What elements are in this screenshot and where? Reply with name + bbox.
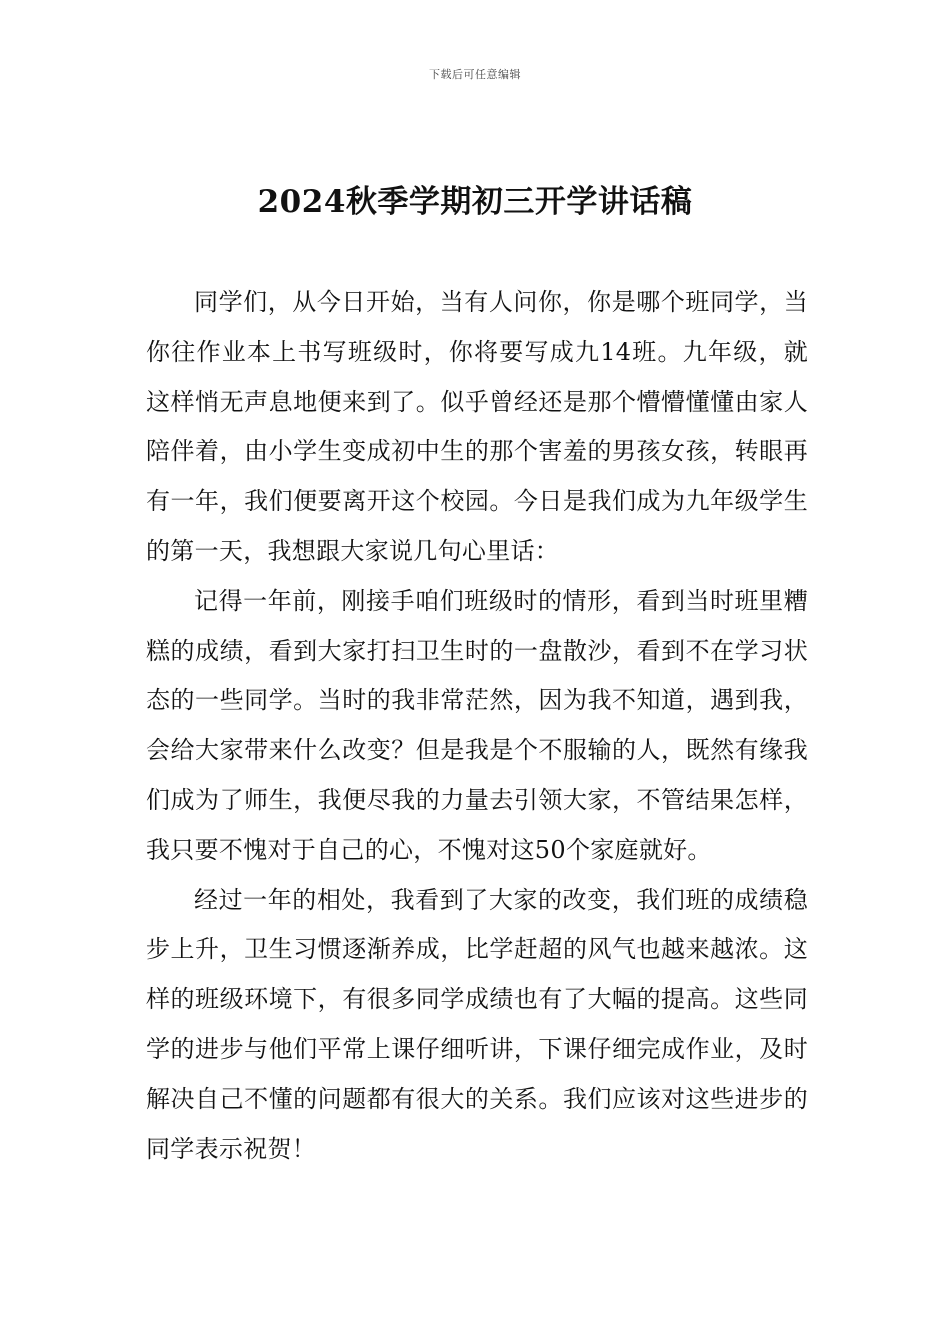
paragraph: 记得一年前，刚接手咱们班级时的情形，看到当时班里糟糕的成绩，看到大家打扫卫生时的一盘散沙，看到不在学习状态的一些同学。当时的我非常茫然，因为我不知道，遇到我，会给大家带来什么改变？但是我是个不服输的人，既然有缘我们成为了师生，我便尽我的力量去引领大家，不管结果怎样，我只要不愧对于自己的心，不愧对这50个家庭就好。 <box>146 586 808 864</box>
document-title: 2024秋季学期初三开学讲话稿 <box>257 184 693 220</box>
paragraph: 同学们，从今日开始，当有人问你，你是哪个班同学，当你往作业本上书写班级时，你将要写成九14班。九年级，就这样悄无声息地便来到了。似乎曾经还是那个懵懵懂懂由家人陪伴着，由小学生变成初中生的那个害羞的男孩女孩，转眼再有一年，我们便要离开这个校园。今日是我们成为九年级学生的第一天，我想跟大家说几句心里话： <box>146 288 808 565</box>
document-body <box>146 278 808 1174</box>
header-note: 下载后可任意编辑 <box>429 68 521 81</box>
paragraph: 经过一年的相处，我看到了大家的改变，我们班的成绩稳步上升，卫生习惯逐渐养成，比学赶超的风气也越来越浓。这样的班级环境下，有很多同学成绩也有了大幅的提高。这些同学的进步与他们平常上课仔细听讲，下课仔细完成作业，及时解决自己不懂的问题都有很大的关系。我们应该对这些进步的同学表示祝贺！ <box>146 885 808 1163</box>
